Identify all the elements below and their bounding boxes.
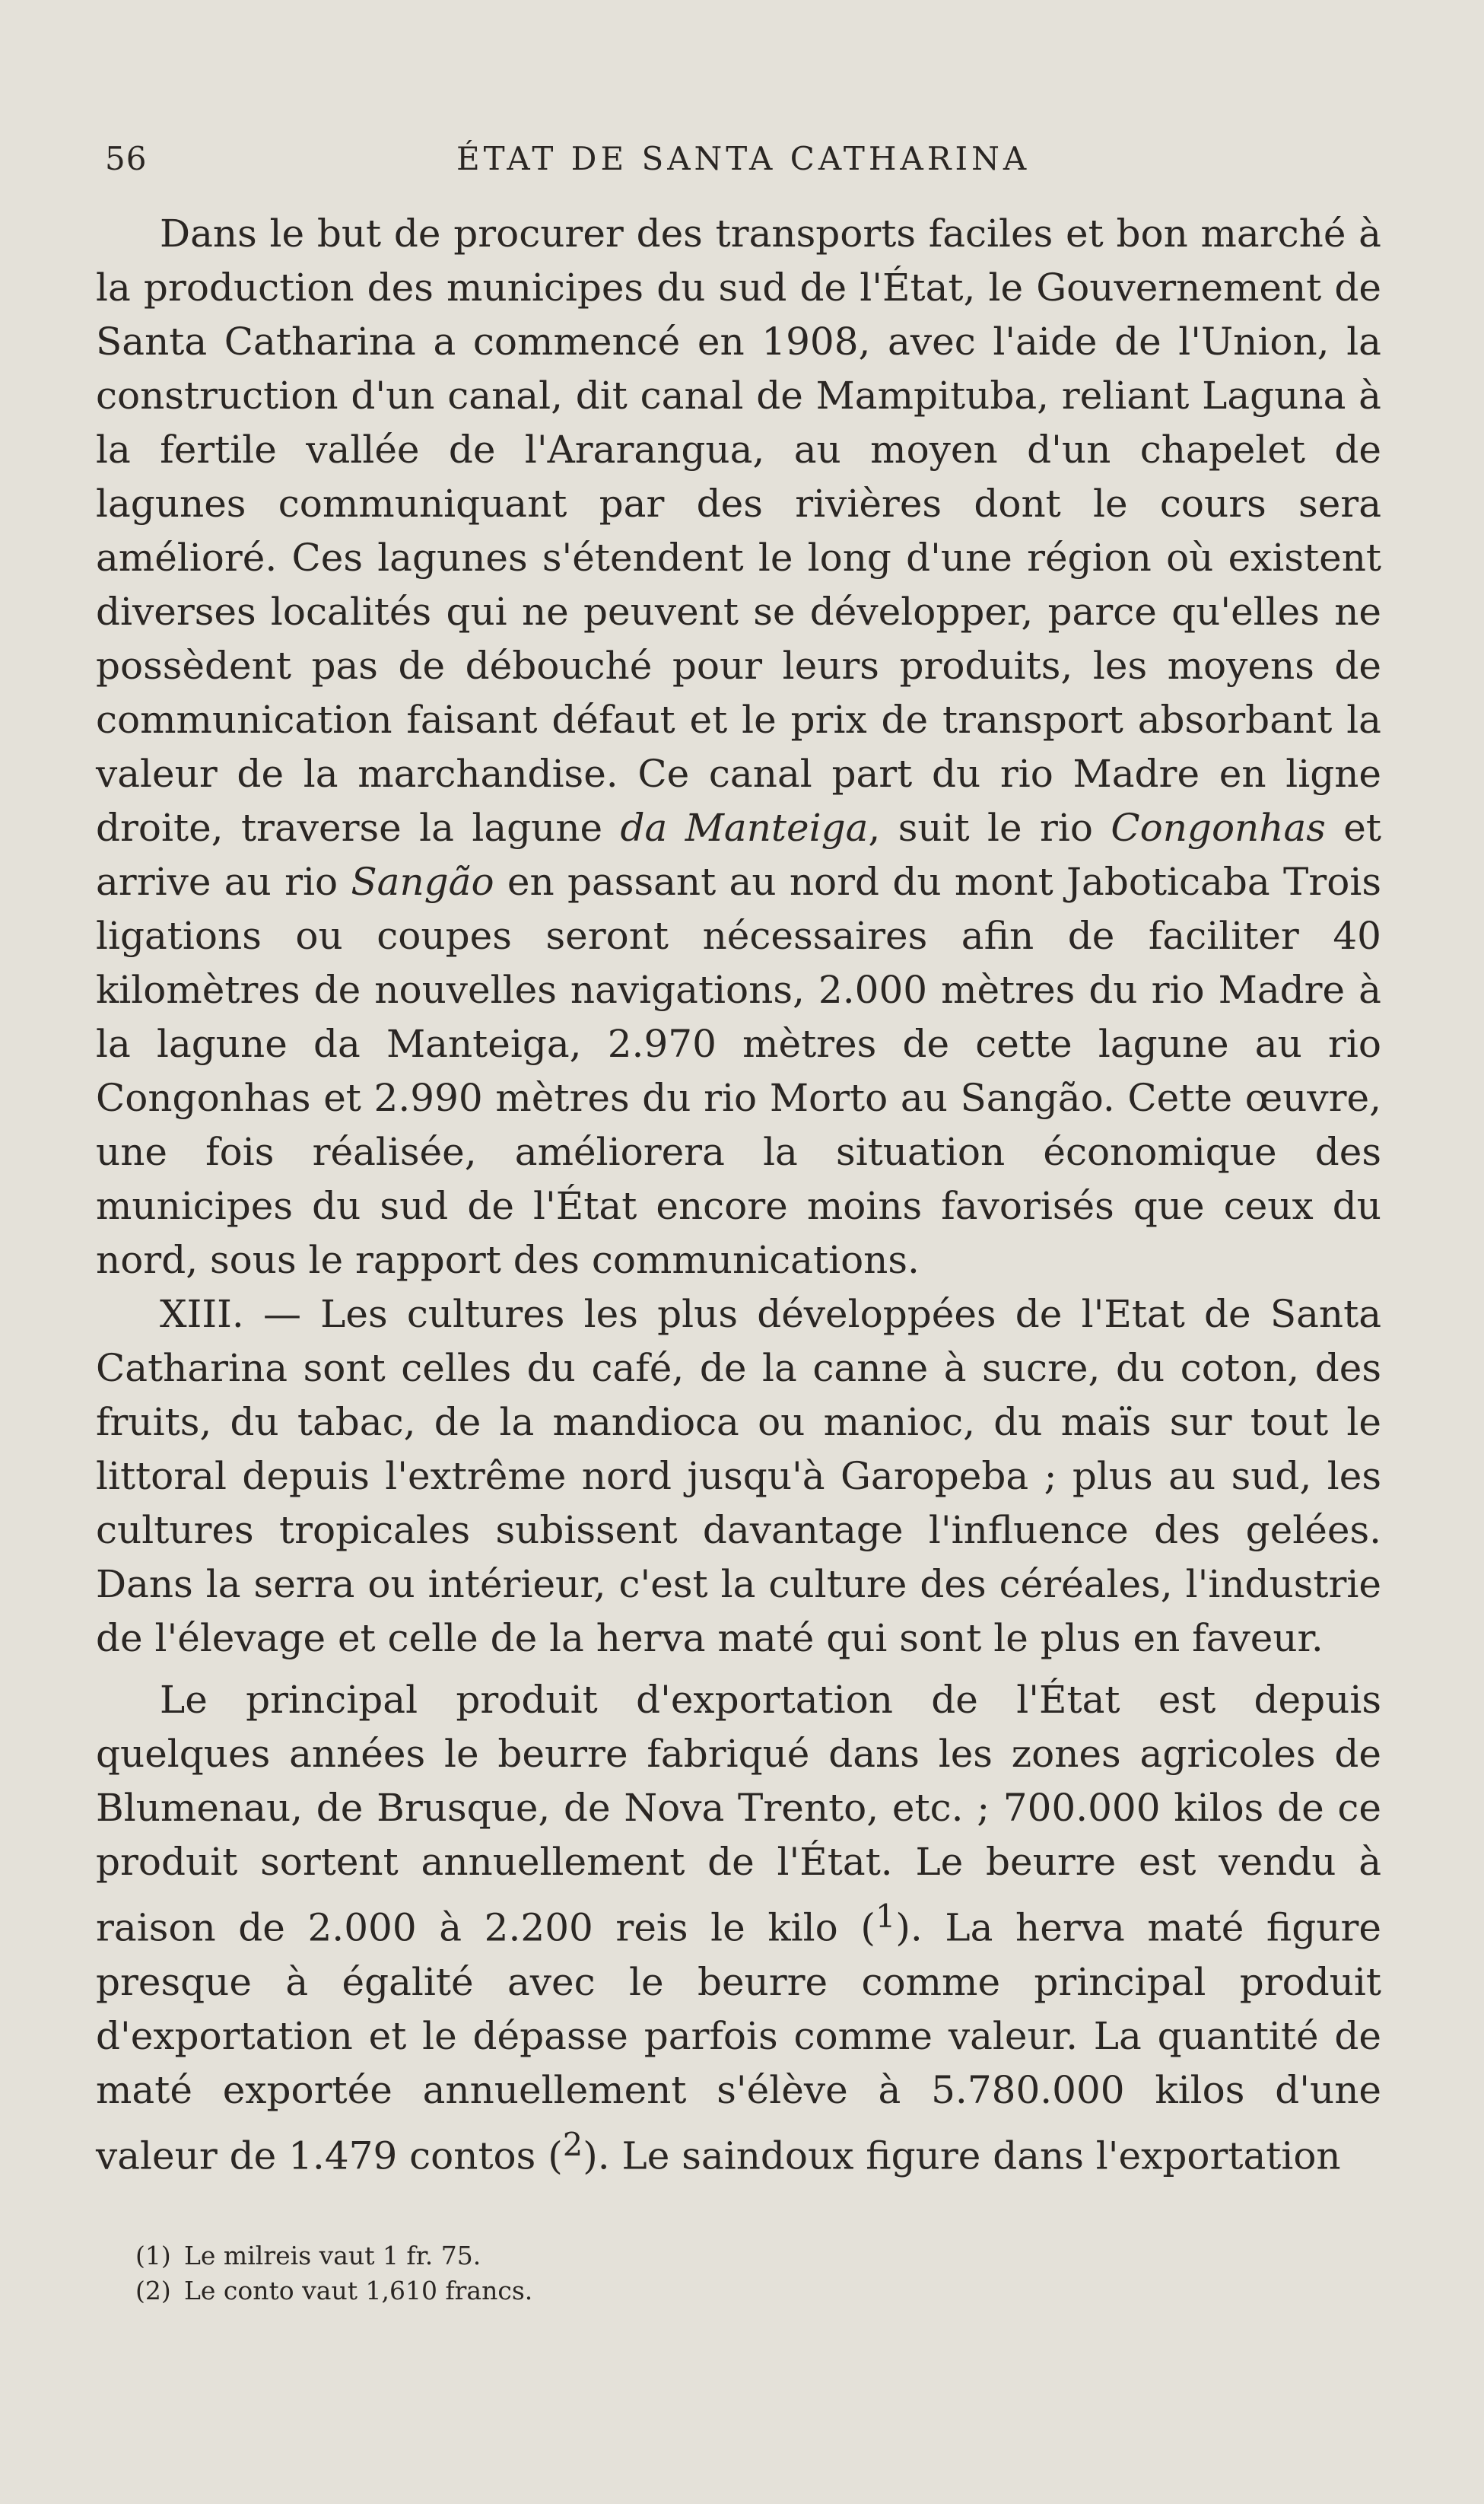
paragraph-cultures: XIII. — Les cultures les plus développées de l'Etat de Santa Catharina sont celles du café, de la canne à sucre, du coton, des fruits, du tabac, de la mandioca ou manioc, du maïs sur tout le littoral depuis l'extrême nord jusqu'à Garopeba ; plus au sud, les cultures tropicales subissent davantage l'influence des gelées. Dans la serra ou intérieur, c'est la culture des céréales, l'industrie de l'élevage et celle de la herva maté qui sont le plus en faveur.	[96, 1292, 1381, 1660]
footnote-text: Le milreis vaut 1 fr. 75.	[184, 2241, 481, 2270]
italic-place-congonhas: Congonhas	[1111, 806, 1326, 850]
footnotes	[135, 2238, 1352, 2308]
italic-place-manteiga: da Manteiga	[620, 806, 869, 850]
paragraph-exports-text-1: Le principal produit d'exportation de l'État est depuis quelques années le beurre fabriqué dans les zones agricoles de Blumenau, de Brusque, de Nova Trento, etc. ; 700.000 kilos de ce produit sortent annuellement de l'État. Le beurre est vendu à raison de 2.000 à 2.200 reis le kilo (	[96, 1678, 1381, 1950]
footnote-ref-2: 2	[562, 2125, 583, 2163]
footnote-ref-1: 1	[875, 1898, 896, 1935]
footnote-text: Le conto vaut 1,610 francs.	[184, 2276, 533, 2305]
paragraph-canal	[96, 207, 1381, 1287]
paragraph-canal-text-2: , suit le rio	[868, 806, 1111, 850]
footnote-1	[135, 2238, 1352, 2273]
paragraph-exports-text-3: ). Le saindoux figure dans l'exportation	[583, 2133, 1341, 2178]
italic-place-sangao: Sangão	[351, 860, 494, 904]
header-title: ÉTAT DE SANTA CATHARINA	[456, 140, 1031, 177]
paragraph-canal-text-1: Dans le but de procurer des transports faciles et bon marché à la production des municipes du sud de l'État, le Gouvernement de Santa Catharina a commencé en 1908, avec l'aide de l'Union, la construction d'un canal, dit canal de Mampituba, reliant Laguna à la fertile vallée de l'Ararangua, au moyen d'un chapelet de lagunes communiquant par des rivières dont le cours sera amélioré. Ces lagunes s'étendent le long d'une région où existent diverses localités qui ne peuvent se développer, parce qu'elles ne possèdent pas de débouché pour leurs produits, les moyens de communication faisant défaut et le prix de transport absorbant la valeur de la marchandise. Ce canal part du rio Madre en ligne droite, traverse la lagune	[96, 212, 1381, 850]
footnote-2	[135, 2273, 1352, 2308]
paragraph-exports-text-2: ). La herva maté figure presque à égalité avec le beurre comme principal produit d'exportation et le dépasse parfois comme valeur. La quantité de maté exportée annuellement s'élève à 5.780.000 kilos d'une valeur de 1.479 contos (	[96, 1905, 1381, 2178]
running-header	[105, 140, 1384, 183]
footnote-marker: (2)	[135, 2276, 171, 2305]
footnote-marker: (1)	[135, 2241, 171, 2270]
page-number: 56	[105, 140, 148, 177]
paragraph-canal-text-4: en passant au nord du mont Jaboticaba Trois ligations ou coupes seront nécessaires afin de faciliter 40 kilomètres de nouvelles navigations, 2.000 mètres du rio Madre à la lagune da Manteiga, 2.970 mètres de cette lagune au rio Congonhas et 2.990 mètres du rio Morto au Sangão. Cette œuvre, une fois réalisée, améliorera la situation économique des municipes du sud de l'État encore moins favorisés que ceux du nord, sous le rapport des communications.	[96, 860, 1381, 1282]
paragraph-canal-text-3: et arrive au rio	[96, 806, 1381, 904]
paragraph-exports	[96, 1673, 1381, 2183]
body-text	[96, 207, 1381, 2183]
